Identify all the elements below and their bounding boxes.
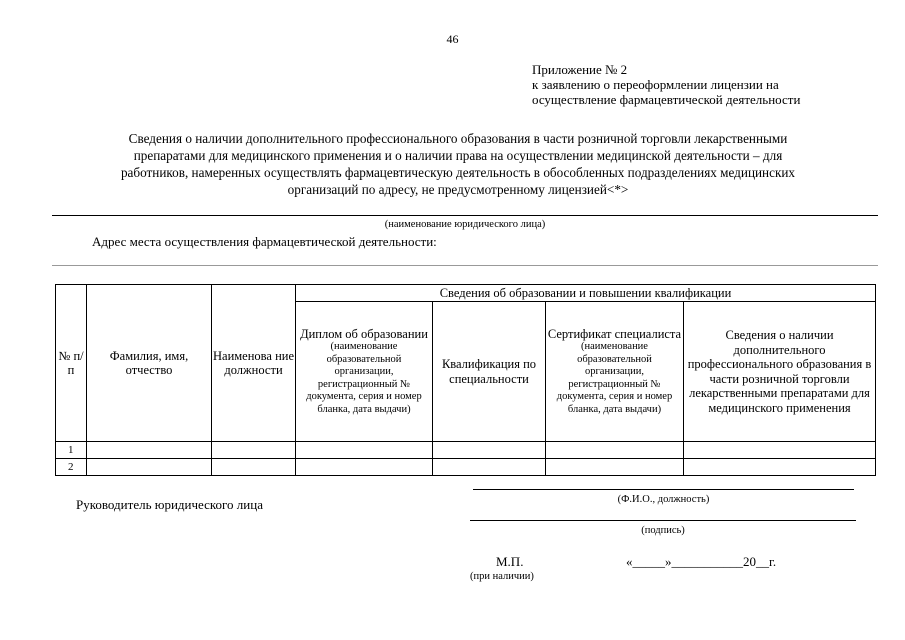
- table-cell: [546, 442, 684, 459]
- certificate-subtitle: (наименование образовательной организации, регистрационный № документа, серия и номер бланка, дата выдачи): [556, 341, 673, 415]
- table-cell: [212, 442, 296, 459]
- page-number: 46: [446, 32, 459, 46]
- table-cell: [684, 442, 876, 459]
- row-number: 1: [56, 442, 87, 459]
- title-line: Сведения о наличии дополнительного профессионального образования в части розничной торговли лекарственными: [128, 131, 788, 146]
- header-qualification: Квалификация по специальности: [433, 302, 546, 442]
- head-label: Руководитель юридического лица: [76, 497, 263, 512]
- appendix-header: [532, 62, 800, 107]
- title-line: организаций по адресу, не предусмотренному лицензией<*>: [287, 182, 629, 197]
- header-position: Наименова ние должности: [212, 285, 296, 442]
- header-additional-education: Сведения о наличии дополнительного профессионального образования в части розничной торговли лекарственными препаратами для медицинского применения: [684, 302, 876, 442]
- table-cell: [296, 459, 433, 476]
- fio-hint: (Ф.И.О., должность): [617, 494, 710, 505]
- table-cell: [433, 442, 546, 459]
- certificate-title: Сертификат специалиста: [547, 326, 682, 341]
- legal-entity-hint: (наименование юридического лица): [384, 219, 546, 230]
- appendix-line: осуществление фармацевтической деятельности: [532, 92, 801, 107]
- stamp-label: М.П.: [496, 554, 524, 569]
- table-cell: [87, 442, 212, 459]
- address-line: [52, 265, 878, 266]
- legal-entity-line: [52, 215, 878, 216]
- title-line: работников, намеренных осуществлять фармацевтическую деятельность в обособленных подразделениях медицинских: [120, 165, 796, 180]
- document-title: [72, 130, 844, 198]
- sign-hint: (подпись): [641, 525, 685, 536]
- header-education-group: Сведения об образовании и повышении квалификации: [296, 285, 876, 302]
- header-certificate: [546, 302, 684, 442]
- table-row: [56, 459, 876, 476]
- table-cell: [433, 459, 546, 476]
- header-diploma: [296, 302, 433, 442]
- diploma-title: Диплом об образовании: [300, 326, 428, 341]
- table-cell: [296, 442, 433, 459]
- header-num: № п/п: [56, 285, 87, 442]
- date-line: «_____»___________20__г.: [626, 554, 777, 569]
- appendix-line: Приложение № 2: [532, 62, 628, 77]
- stamp-hint: (при наличии): [470, 571, 534, 582]
- address-label: Адрес места осуществления фармацевтической деятельности:: [92, 234, 437, 249]
- header-name: Фамилия, имя, отчество: [87, 285, 212, 442]
- table-cell: [684, 459, 876, 476]
- appendix-line: к заявлению о переоформлении лицензии на: [532, 77, 779, 92]
- staff-table: [55, 284, 876, 476]
- fio-line: [473, 489, 854, 490]
- table-cell: [87, 459, 212, 476]
- title-line: препаратами для медицинского применения и о наличии права на осуществлении медицинской деятельности – для: [133, 148, 783, 163]
- diploma-subtitle: (наименование образовательной организации, регистрационный № документа, серия и номер бланка, дата выдачи): [306, 341, 422, 415]
- table-cell: [212, 459, 296, 476]
- table-cell: [546, 459, 684, 476]
- sign-line: [470, 520, 856, 521]
- table-row: [56, 442, 876, 459]
- row-number: 2: [56, 459, 87, 476]
